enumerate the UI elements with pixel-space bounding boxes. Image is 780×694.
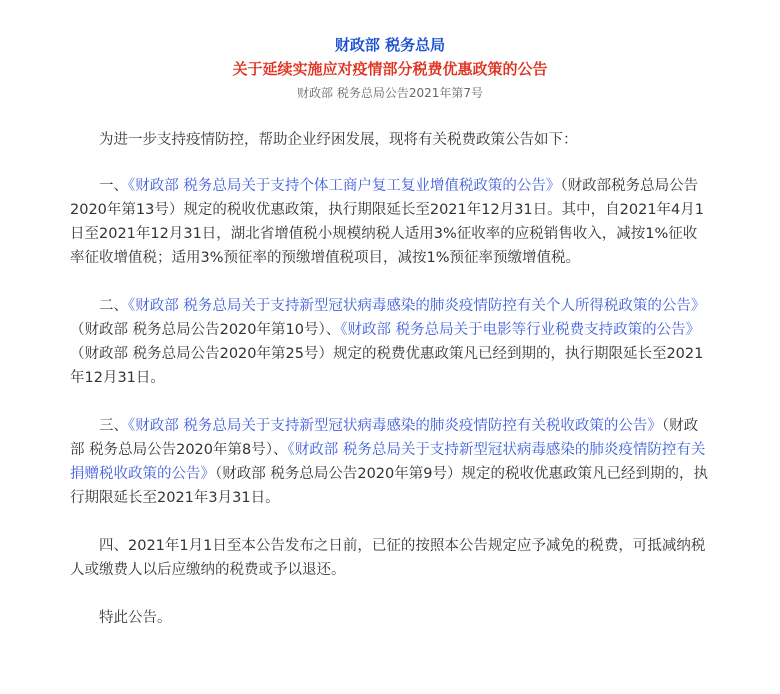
item-2-prefix: 二、 — [99, 298, 128, 314]
item-1-prefix: 一、 — [99, 178, 128, 194]
item-3-text-2: （财政部 税务总局公告2020年第9号）规定的税收优惠政策凡已经到期的，执行期限延长至2021年3月31日。 — [70, 466, 708, 506]
document-header — [0, 0, 780, 102]
document-number: 财政部 税务总局公告2021年第7号 — [297, 86, 483, 100]
item-2-text-1: （财政部 税务总局公告2020年第10号）、 — [70, 322, 341, 338]
closing-statement: 特此公告。 — [99, 610, 172, 626]
item-3-link-1[interactable]: 《财政部 税务总局关于支持新型冠状病毒感染的肺炎疫情防控有关税收政策的公告》 — [128, 418, 662, 434]
item-4-prefix: 四、 — [99, 538, 128, 554]
item-1-link[interactable]: 《财政部 税务总局关于支持个体工商户复工复业增值税政策的公告》 — [128, 178, 561, 194]
item-2-paragraph — [70, 294, 710, 390]
item-4-text: 2021年1月1日至本公告发布之日前，已征的按照本公告规定应予减免的税费，可抵减纳税人或缴费人以后应缴纳的税费或予以退还。 — [70, 538, 706, 578]
item-1-paragraph — [70, 174, 710, 270]
item-4-paragraph — [70, 534, 710, 582]
item-2-link-1[interactable]: 《财政部 税务总局关于支持新型冠状病毒感染的肺炎疫情防控有关个人所得税政策的公告》 — [128, 298, 706, 314]
item-3-prefix: 三、 — [99, 418, 128, 434]
item-2-text-2: （财政部 税务总局公告2020年第25号）规定的税费优惠政策凡已经到期的，执行期限延长至2021年12月31日。 — [70, 346, 704, 386]
item-3-paragraph — [70, 414, 710, 510]
item-3-link-2[interactable]: 《财政部 税务总局关于支持新型冠状病毒感染的肺炎疫情防控有关捐赠税收政策的公告》 — [70, 442, 706, 482]
item-3-text-1: （财政部 税务总局公告2020年第8号）、 — [70, 418, 699, 458]
issuing-department: 财政部 税务总局 — [334, 36, 446, 54]
document-title: 关于延续实施应对疫情部分税费优惠政策的公告 — [232, 60, 548, 78]
document-body — [70, 128, 710, 630]
item-2-link-2[interactable]: 《财政部 税务总局关于电影等行业税费支持政策的公告》 — [340, 322, 701, 338]
item-1-text: （财政部税务总局公告2020年第13号）规定的税收优惠政策，执行期限延长至2021年12月31日。其中，自2021年4月1日至2021年12月31日，湖北省增值税小规模纳税人适用3%征收率的应税销售收入，减按1%征收率征收增值税；适用3%预征率的预缴增值税项目，减按1%预征率预缴增值税。 — [70, 178, 705, 266]
intro-paragraph: 为进一步支持疫情防控，帮助企业纾困发展，现将有关税费政策公告如下： — [99, 132, 578, 148]
